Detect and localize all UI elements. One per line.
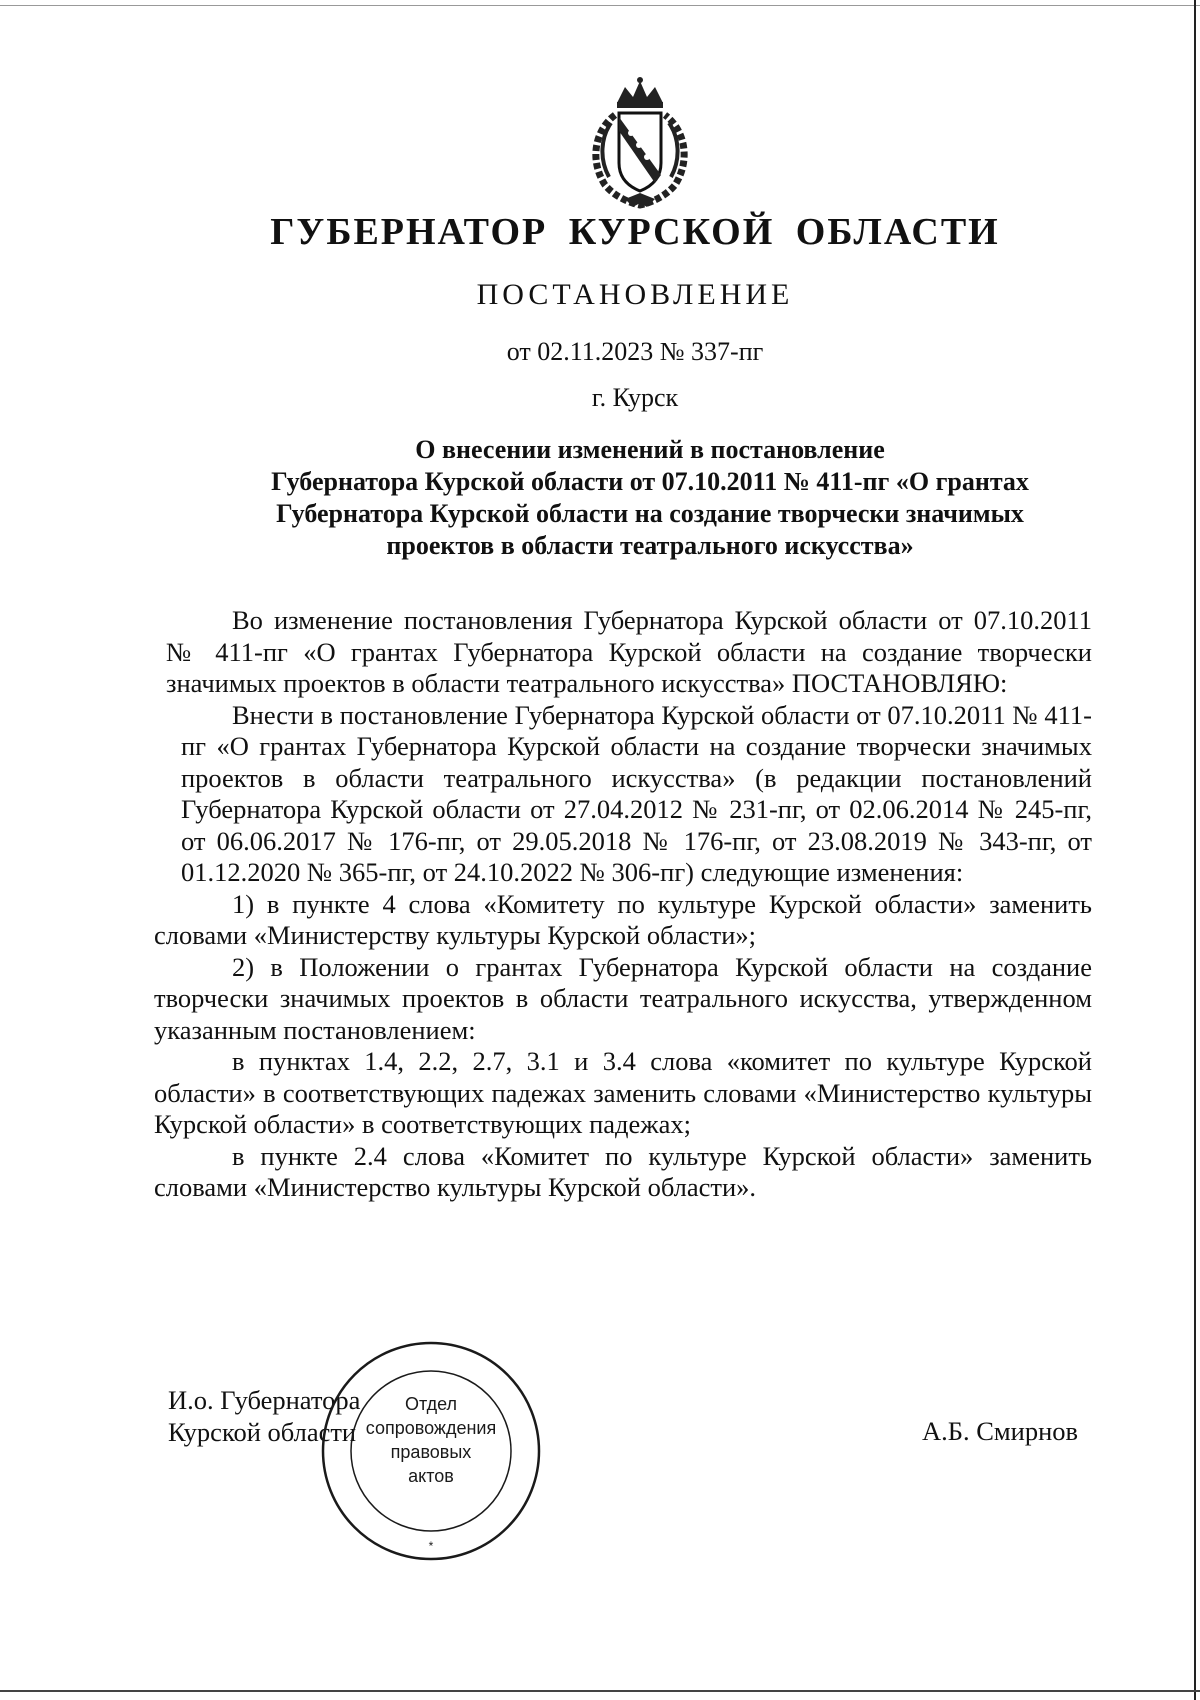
stamp-line: актов bbox=[408, 1466, 454, 1486]
document-body bbox=[154, 605, 1092, 1204]
resolution-paragraph: Внести в постановление Губернатора Курской области от 07.10.2011 № 411-пг «О грантах Губернатора Курской области на создание творчески значимых проектов в области театрального искусства» (в редакции постановлений Губернатора Курской области от 27.04.2012 № 231-пг, от 02.06.2014 № 245-пг, от 06.06.2017 № 176-пг, от 29.05.2018 № 176-пг, от 23.08.2019 № 343-пг, от 01.12.2020 № 365-пг, от 24.10.2022 № 306-пг) следующие изменения: bbox=[181, 699, 1092, 887]
signatory-position-line: Курской области bbox=[168, 1417, 357, 1447]
amendment-item-2: 2) в Положении о грантах Губернатора Курской области на создание творчески значимых проектов в области театрального искусства, утвержденном указанным постановлением: bbox=[154, 951, 1092, 1045]
amendment-item-2a: в пунктах 1.4, 2.2, 2.7, 3.1 и 3.4 слова «комитет по культуре Курской области» в соответствующих падежах заменить словами «Министерство культуры Курской области» в соответствующих падежах; bbox=[154, 1046, 1092, 1139]
scan-edge-top bbox=[0, 5, 1200, 6]
stamp-line: сопровождения bbox=[365, 1418, 497, 1438]
issuing-authority: ГУБЕРНАТОР КУРСКОЙ ОБЛАСТИ bbox=[270, 211, 1000, 253]
scan-edge-right bbox=[1194, 0, 1196, 1700]
document-type: ПОСТАНОВЛЕНИЕ bbox=[476, 278, 794, 311]
signatory-name: А.Б. Смирнов bbox=[922, 1416, 1079, 1446]
amendment-item-1: 1) в пункте 4 слова «Комитету по культуре Курской области» заменить словами «Министерству культуры Курской области»; bbox=[154, 888, 1092, 950]
document-city: г. Курск bbox=[591, 383, 679, 412]
subject-line: Губернатора Курской области от 07.10.2011 № 411-пг «О грантах bbox=[271, 467, 1029, 496]
stamp-line: Отдел bbox=[404, 1394, 458, 1414]
document-number: от 02.11.2023 № 337-пг bbox=[506, 337, 764, 366]
stamp-line: правовых bbox=[390, 1442, 472, 1462]
scan-edge-bottom bbox=[0, 1690, 1200, 1692]
subject-line: Губернатора Курской области на создание творчески значимых bbox=[276, 499, 1024, 528]
stamp-center-text bbox=[346, 1392, 516, 1488]
svg-text:*: * bbox=[428, 1539, 434, 1553]
subject-line: проектов в области театрального искусства» bbox=[386, 531, 914, 560]
subject-line: О внесении изменений в постановление bbox=[415, 435, 885, 464]
document-subject bbox=[210, 434, 1090, 562]
amendment-item-2b: в пункте 2.4 слова «Комитет по культуре Курской области» заменить словами «Министерство культуры Курской области». bbox=[154, 1140, 1092, 1202]
signatory-position-line: И.о. Губернатора bbox=[168, 1385, 361, 1415]
kursk-coat-of-arms-icon bbox=[575, 75, 705, 210]
preamble-paragraph: Во изменение постановления Губернатора Курской области от 07.10.2011 № 411-пг «О грантах Губернатора Курской области на создание творчески значимых проектов в области театрального искусства» ПОСТАНОВЛЯЮ: bbox=[166, 605, 1092, 698]
